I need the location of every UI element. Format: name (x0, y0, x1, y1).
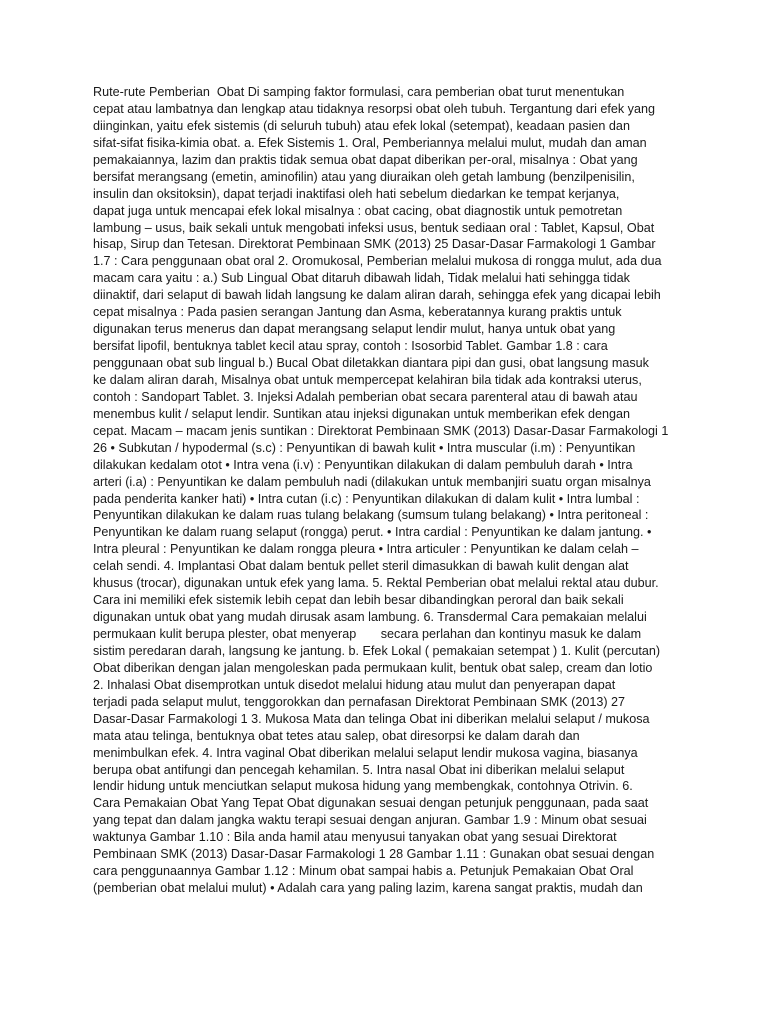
text-line: arteri (i.a) : Penyuntikan ke dalam pembuluh nadi (dilakukan untuk membanjiri suatu organ misalnya (93, 474, 651, 489)
text-line: pemakaiannya, lazim dan praktis tidak semua obat dapat diberikan per-oral, misalnya : Obat yang (93, 152, 638, 167)
text-line: yang tepat dan dalam jangka waktu terapi sesuai dengan anjuran. Gambar 1.9 : Minum obat sesuai (93, 813, 647, 828)
text-line: hisap, Sirup dan Tetesan. Direktorat Pembinaan SMK (2013) 25 Dasar-Dasar Farmakologi 1 Gambar (93, 237, 656, 252)
text-line: Cara Pemakaian Obat Yang Tepat Obat digunakan sesuai dengan petunjuk penggunaan, pada saat (93, 796, 649, 811)
text-line: waktunya Gambar 1.10 : Bila anda hamil atau menyusui tanyakan obat yang sesuai Direktorat (93, 830, 617, 845)
text-line: khusus (trocar), digunakan untuk efek yang lama. 5. Rektal Pemberian obat melalui rektal atau dubur. (93, 576, 659, 591)
text-line: insulin dan oksitoksin), dapat terjadi inaktifasi oleh hati sebelum diedarkan ke tempat kerjanya, (93, 186, 620, 201)
text-line: terjadi pada selaput mulut, tenggorokkan dan pernafasan Direktorat Pembinaan SMK (2013) 27 (93, 694, 626, 709)
text-line: lendir hidung untuk menciutkan selaput mukosa hidung yang membengkak, contohnya Otrivin. 6. (93, 779, 633, 794)
text-line: celah sendi. 4. Implantasi Obat dalam bentuk pellet steril dimasukkan di bawah kulit dengan alat (93, 559, 629, 574)
text-line: diinginkan, yaitu efek sistemis (di seluruh tubuh) atau efek lokal (setempat), keadaan pasien dan (93, 118, 630, 133)
text-line: 26 • Subkutan / hypodermal (s.c) : Penyuntikan di bawah kulit • Intra muscular (i.m) : Penyuntikan (93, 440, 636, 455)
text-line: cepat. Macam – macam jenis suntikan : Direktorat Pembinaan SMK (2013) Dasar-Dasar Farmakologi 1 (93, 423, 669, 438)
text-line: Dasar-Dasar Farmakologi 1 3. Mukosa Mata dan telinga Obat ini diberikan melalui selaput / mukosa (93, 711, 650, 726)
text-line: digunakan untuk obat yang mudah dirusak asam lambung. 6. Transdermal Cara pemakaian melalui (93, 610, 647, 625)
text-line: sistim peredaran darah, langsung ke jantung. b. Efek Lokal ( pemakaian setempat ) 1. Kulit (percutan) (93, 643, 661, 658)
text-line: pada penderita kanker hati) • Intra cutan (i.c) : Penyuntikan dilakukan di dalam kulit • Intra lumbal : (93, 491, 640, 506)
text-line: lambung – usus, baik sekali untuk mengobati infeksi usus, bentuk sediaan oral : Tablet, Kapsul, Obat (93, 220, 655, 235)
text-line: cara penggunaannya Gambar 1.12 : Minum obat sampai habis a. Petunjuk Pemakaian Obat Oral (93, 864, 634, 879)
document-body-text (93, 84, 679, 897)
text-line: contoh : Sandopart Tablet. 3. Injeksi Adalah pemberian obat secara parenteral atau di bawah atau (93, 389, 638, 404)
text-line: menembus kulit / selaput lendir. Suntikan atau injeksi digunakan untuk memberikan efek dengan (93, 406, 630, 421)
text-line: permukaan kulit berupa plester, obat menyerap secara perlahan dan kontinyu masuk ke dalam (93, 627, 642, 641)
text-line: dapat juga untuk mencapai efek lokal misalnya : obat cacing, obat diagnostik untuk pemotretan (93, 203, 623, 218)
text-line: dilakukan kedalam otot • Intra vena (i.v) : Penyuntikan dilakukan di dalam pembuluh darah • Intra (93, 457, 633, 472)
text-line: bersifat lipofil, bentuknya tablet kecil atau spray, contoh : Isosorbid Tablet. Gambar 1.8 : cara (93, 339, 608, 354)
text-line: Cara ini memiliki efek sistemik lebih cepat dan lebih besar dibandingkan peroral dan baik sekali (93, 593, 624, 608)
text-line: menimbulkan efek. 4. Intra vaginal Obat diberikan melalui selaput lendir mukosa vagina, biasanya (93, 745, 638, 760)
text-line: Penyuntikan dilakukan ke dalam ruas tulang belakang (sumsum tulang belakang) • Intra peritoneal : (93, 508, 649, 523)
text-line: ke dalam aliran darah, Misalnya obat untuk mempercepat kelahiran bila tidak ada kontraksi uterus, (93, 372, 642, 387)
text-line: Obat diberikan dengan jalan mengoleskan pada permukaan kulit, bentuk obat salep, cream dan lotio (93, 660, 653, 675)
text-line: berupa obat antifungi dan pencegah kehamilan. 5. Intra nasal Obat ini diberikan melalui selaput (93, 762, 625, 777)
text-line: bersifat merangsang (emetin, aminofilin) atau yang diuraikan oleh getah lambung (benzilpenisilin, (93, 169, 635, 184)
text-line: cepat misalnya : Pada pasien serangan Jantung dan Asma, keberatannya kurang praktis untuk (93, 305, 622, 320)
text-line: diinaktif, dari selaput di bawah lidah langsung ke dalam aliran darah, sehingga efek yang dicapai lebih (93, 288, 661, 303)
text-line: Pembinaan SMK (2013) Dasar-Dasar Farmakologi 1 28 Gambar 1.11 : Gunakan obat sesuai dengan (93, 847, 655, 862)
text-line: cepat atau lambatnya dan lengkap atau tidaknya resorpsi obat oleh tubuh. Tergantung dari efek yang (93, 101, 655, 116)
text-line: penggunaan obat sub lingual b.) Bucal Obat diletakkan diantara pipi dan gusi, obat langsung masuk (93, 356, 649, 370)
text-line: Rute-rute Pemberian Obat Di samping faktor formulasi, cara pemberian obat turut menentukan (93, 85, 625, 99)
text-line: digunakan terus menerus dan dapat merangsang selaput lendir mulut, hanya untuk obat yang (93, 322, 616, 337)
text-line: (pemberian obat melalui mulut) • Adalah cara yang paling lazim, karena sangat praktis, mudah dan (93, 881, 643, 896)
text-line: Penyuntikan ke dalam ruang selaput (rongga) perut. • Intra cardial : Penyuntikan ke dalam jantung. • (93, 525, 652, 540)
text-line: 2. Inhalasi Obat disemprotkan untuk disedot melalui hidung atau mulut dan penyerapan dapat (93, 677, 616, 692)
text-line: macam cara yaitu : a.) Sub Lingual Obat ditaruh dibawah lidah, Tidak melalui hati sehingga tidak (93, 271, 630, 286)
text-line: 1.7 : Cara penggunaan obat oral 2. Oromukosal, Pemberian melalui mukosa di rongga mulut, ada dua (93, 254, 662, 269)
text-line: Intra pleural : Penyuntikan ke dalam rongga pleura • Intra articuler : Penyuntikan ke dalam celah – (93, 542, 639, 557)
text-line: mata atau telinga, bentuknya obat tetes atau salep, obat diresorpsi ke dalam darah dan (93, 728, 580, 743)
text-line: sifat-sifat fisika-kimia obat. a. Efek Sistemis 1. Oral, Pemberiannya melalui mulut, mudah dan aman (93, 135, 647, 150)
